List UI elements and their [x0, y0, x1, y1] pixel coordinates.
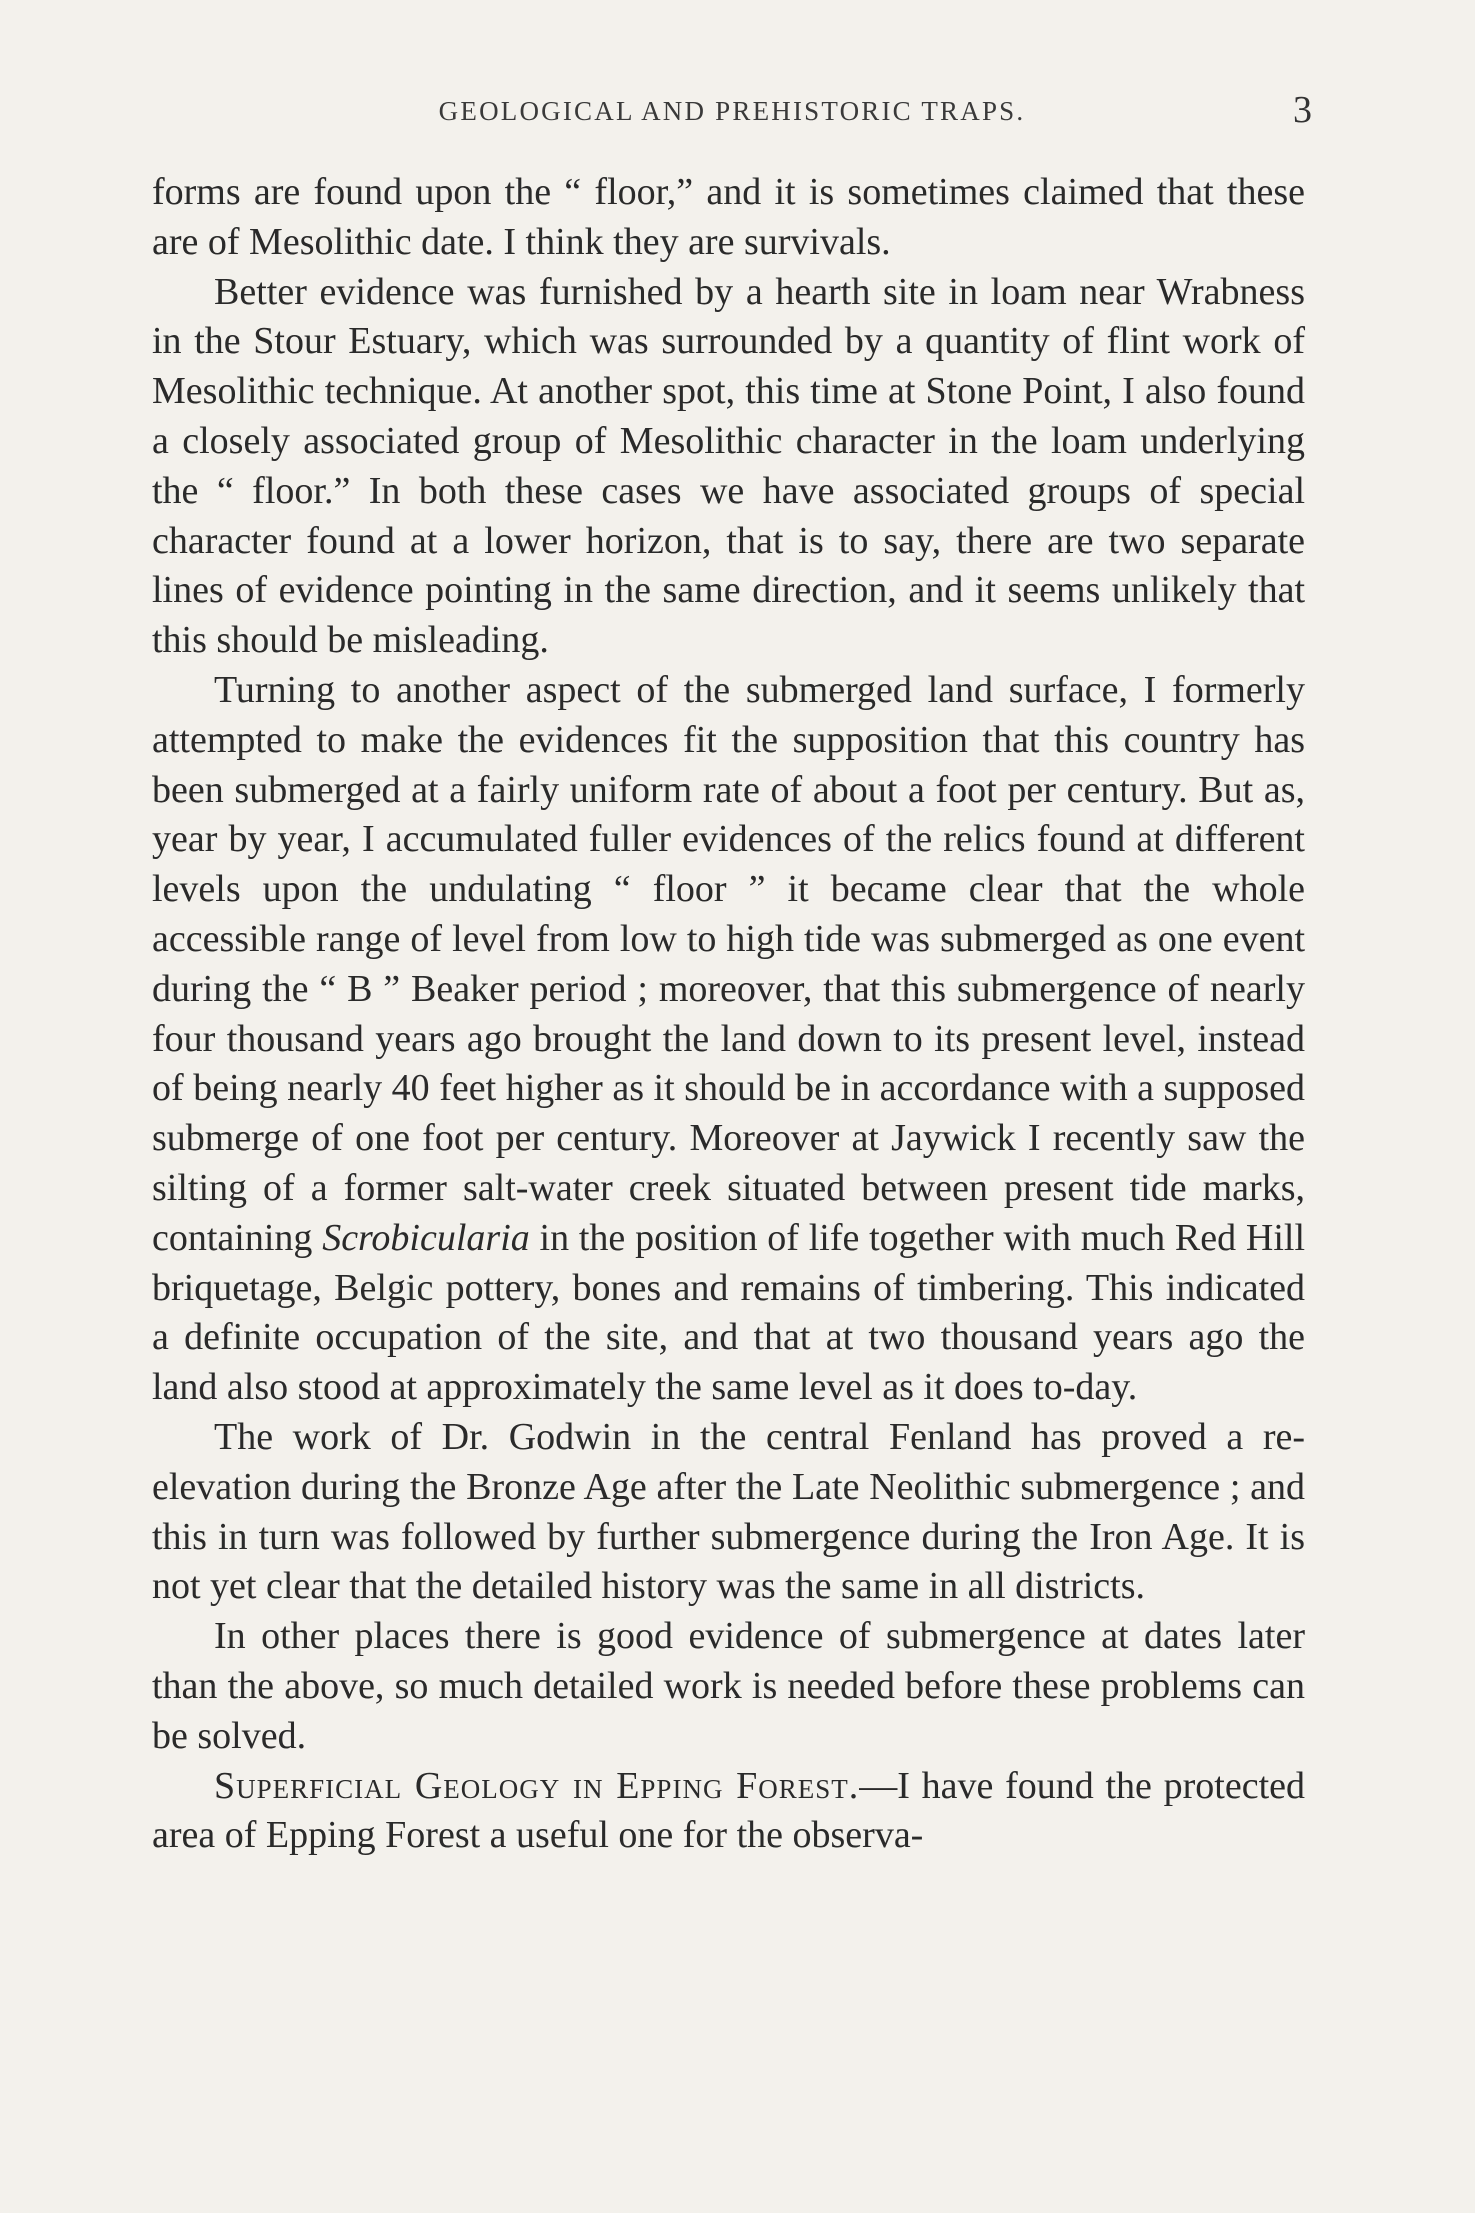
paragraph-text: —I have found the protected area of Epping Forest a useful one for the observa-: [152, 1764, 1305, 1857]
running-head: [152, 88, 1312, 138]
paragraph-other-places: In other places there is good evidence of submergence at dates later than the above, so much detailed work is needed before these problems can be solved.: [152, 1615, 1305, 1757]
paragraph-hearth-evidence: Better evidence was furnished by a hearth site in loam near Wrabness in the Stour Estuary, which was surrounded by a quantity of flint work of Mesolithic technique. At another spot, this time at Stone Point, I also found a closely associated group of Mesolithic character in the loam underlying the “ floor.” In both these cases we have associated groups of special character found at a lower horizon, that is to say, there are two separate lines of evidence pointing in the same direction, and it seems unlikely that this should be misleading.: [152, 270, 1305, 662]
page-number: 3: [1293, 89, 1312, 131]
paragraph-submerged-land: [152, 666, 1305, 1413]
running-title: GEOLOGICAL AND PREHISTORIC TRAPS.: [438, 96, 1026, 126]
section-heading: Superficial Geology in Epping Forest.: [214, 1764, 860, 1807]
paragraph-fenland: The work of Dr. Godwin in the central Fenland has proved a re-elevation during the Bronze Age after the Late Neolithic submergence ; and this in turn was followed by further submergence during the Iron Age. It is not yet clear that the detailed history was the same in all districts.: [152, 1415, 1305, 1608]
paragraph-continued: forms are found upon the “ floor,” and it is sometimes claimed that these are of Mesolithic date. I think they are survivals.: [152, 171, 1305, 263]
body-text: [152, 168, 1305, 1861]
italic-term: Scrobicularia: [322, 1216, 530, 1259]
paragraph-text: Turning to another aspect of the submerged land surface, I formerly attempted to make the evidences fit the supposition that this country has been submerged at a fairly uniform rate of about a foot per century. But as, year by year, I accumulated fuller evidences of the relics found at different levels upon the undulating “ floor ” it became clear that the whole accessible range of level from low to high tide was submerged as one event during the “ B ” Beaker period ; moreover, that this submergence of nearly four thousand years ago brought the land down to its present level, instead of being nearly 40 feet higher as it should be in accordance with a supposed submerge of one foot per century. Moreover at Jaywick I recently saw the silting of a former salt-water creek situated between present tide marks, containing: [152, 668, 1305, 1259]
paragraph-text: in the position of life together with much Red Hill briquetage, Belgic pottery, bones and remains of timbering. This indicated a definite occupation of the site, and that at two thousand years ago the land also stood at approximately the same level as it does to-day.: [152, 1216, 1306, 1409]
paragraph-epping-forest: [152, 1762, 1305, 1862]
